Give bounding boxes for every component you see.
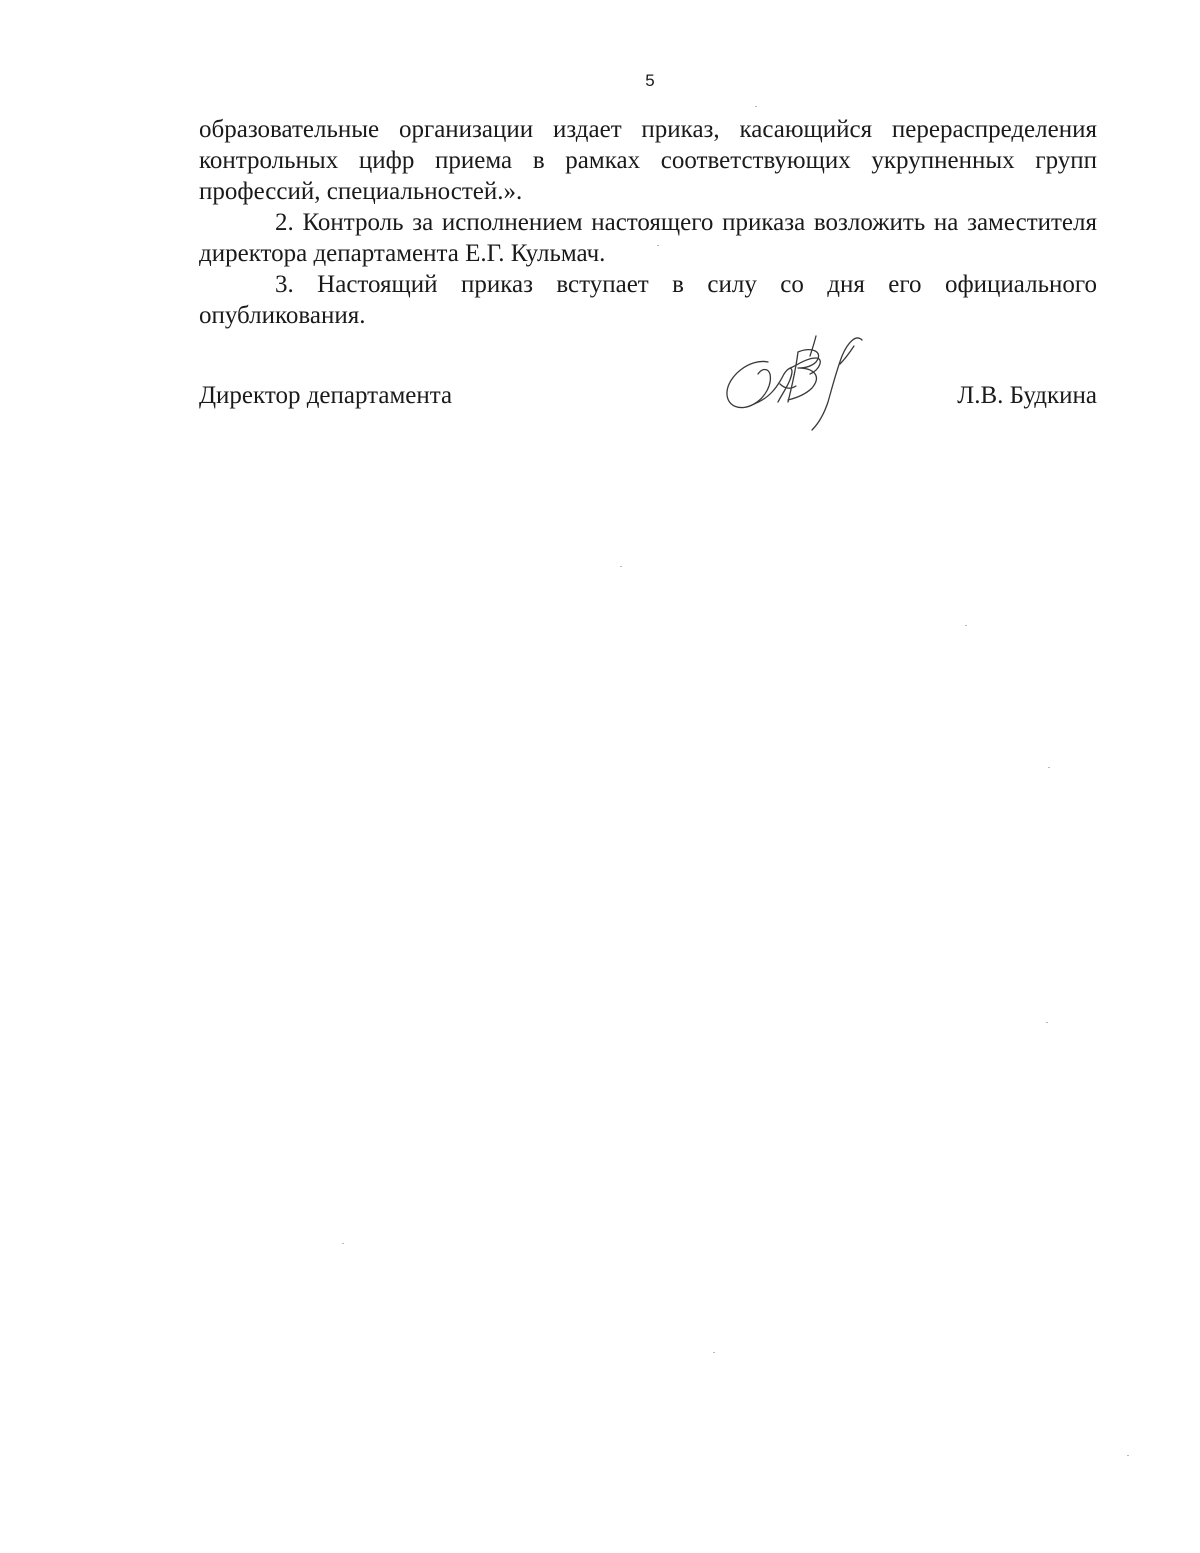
scan-speck — [657, 245, 659, 246]
signatory-position: Директор департамента — [199, 382, 453, 409]
scan-speck — [1048, 767, 1050, 768]
signatory-name: Л.В. Будкина — [957, 382, 1097, 409]
scan-speck — [755, 106, 757, 107]
page-number: 5 — [645, 71, 655, 90]
scan-speck — [713, 1352, 715, 1353]
paragraph-item-2: 2. Контроль за исполнением настоящего приказа возложить на заместителя директора департамента Е.Г. Кульмач. — [199, 209, 1097, 267]
paragraph-item-3: 3. Настоящий приказ вступает в силу со дня его официального опубликования. — [199, 271, 1097, 329]
scan-speck — [965, 625, 967, 626]
scan-speck — [620, 566, 622, 567]
scan-speck — [1127, 1455, 1129, 1456]
scan-speck — [1046, 1022, 1048, 1023]
handwritten-signature-icon — [720, 328, 870, 432]
document-body — [199, 114, 1097, 331]
scan-speck — [342, 1243, 344, 1244]
paragraph-continuation: образовательные организации издает приказ, касающийся перераспределения контрольных цифр приема в рамках соответствующих укрупненных групп профессий, специальностей.». — [199, 116, 1097, 205]
signature-block — [199, 380, 1097, 420]
